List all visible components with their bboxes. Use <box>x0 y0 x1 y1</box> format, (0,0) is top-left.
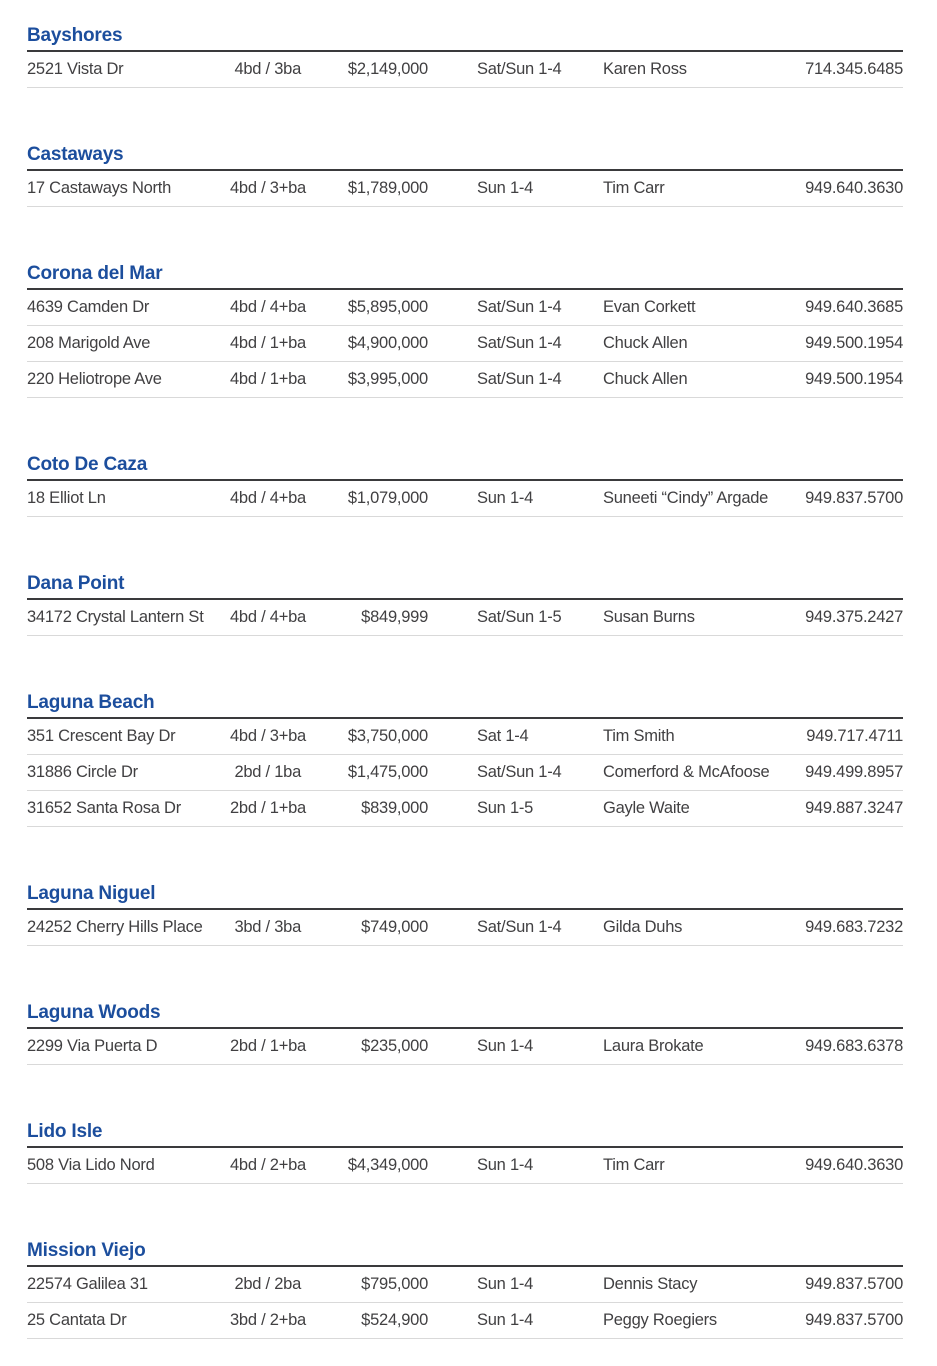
listing-row <box>27 910 903 946</box>
listing-price: $4,349,000 <box>347 1156 428 1174</box>
neighborhood-title: Laguna Woods <box>27 1003 903 1029</box>
listing-agent: Susan Burns <box>603 608 695 626</box>
listing-bed-bath: 2bd / 1ba <box>234 763 301 781</box>
listing-address: 508 Via Lido Nord <box>27 1156 155 1174</box>
listing-rows <box>27 290 903 398</box>
neighborhood-section <box>27 693 903 827</box>
listing-bed-bath: 2bd / 1+ba <box>230 799 306 817</box>
listing-row <box>27 755 903 791</box>
listing-bed-bath: 4bd / 3+ba <box>230 179 306 197</box>
listing-phone: 949.375.2427 <box>805 608 903 626</box>
listing-open-time: Sat/Sun 1-5 <box>477 608 562 626</box>
listing-open-time: Sun 1-4 <box>477 1311 534 1329</box>
listing-address: 24252 Cherry Hills Place <box>27 918 203 936</box>
listing-row <box>27 1303 903 1339</box>
listing-price: $4,900,000 <box>347 334 428 352</box>
listing-phone: 949.683.6378 <box>805 1037 903 1055</box>
neighborhood-section <box>27 574 903 636</box>
neighborhood-section <box>27 884 903 946</box>
listing-address: 17 Castaways North <box>27 179 172 197</box>
listing-bed-bath: 4bd / 4+ba <box>230 489 306 507</box>
neighborhood-section <box>27 26 903 88</box>
listing-agent: Chuck Allen <box>603 334 688 352</box>
listing-rows <box>27 481 903 517</box>
listing-phone: 949.500.1954 <box>805 370 903 388</box>
listing-bed-bath: 4bd / 2+ba <box>230 1156 306 1174</box>
listing-bed-bath: 4bd / 3+ba <box>230 727 306 745</box>
listing-bed-bath: 4bd / 1+ba <box>230 334 306 352</box>
listing-address: 351 Crescent Bay Dr <box>27 727 176 745</box>
listing-price: $3,750,000 <box>347 727 428 745</box>
listing-open-time: Sun 1-5 <box>477 799 534 817</box>
listing-open-time: Sat/Sun 1-4 <box>477 60 562 78</box>
listing-phone: 949.640.3630 <box>805 179 903 197</box>
listing-price: $3,995,000 <box>347 370 428 388</box>
listing-bed-bath: 4bd / 4+ba <box>230 298 306 316</box>
neighborhood-title: Laguna Niguel <box>27 884 903 910</box>
listing-rows <box>27 1029 903 1065</box>
listing-row <box>27 326 903 362</box>
listing-price: $1,789,000 <box>347 179 428 197</box>
neighborhood-title: Coto De Caza <box>27 455 903 481</box>
listing-row <box>27 719 903 755</box>
listing-price: $2,149,000 <box>347 60 428 78</box>
listing-row <box>27 481 903 517</box>
listing-phone: 714.345.6485 <box>805 60 903 78</box>
listing-open-time: Sat/Sun 1-4 <box>477 918 562 936</box>
listing-row <box>27 791 903 827</box>
neighborhood-section <box>27 455 903 517</box>
listing-row <box>27 362 903 398</box>
listing-address: 2299 Via Puerta D <box>27 1037 158 1055</box>
listing-rows <box>27 600 903 636</box>
listing-price: $749,000 <box>361 918 428 936</box>
listing-open-time: Sun 1-4 <box>477 489 534 507</box>
listing-price: $849,999 <box>361 608 428 626</box>
listing-rows <box>27 1148 903 1184</box>
neighborhood-title: Castaways <box>27 145 903 171</box>
listing-rows <box>27 171 903 207</box>
neighborhood-section <box>27 1122 903 1184</box>
listing-address: 2521 Vista Dr <box>27 60 124 78</box>
listing-row <box>27 1029 903 1065</box>
listing-bed-bath: 4bd / 1+ba <box>230 370 306 388</box>
listing-address: 25 Cantata Dr <box>27 1311 127 1329</box>
listing-rows <box>27 719 903 827</box>
listing-address: 208 Marigold Ave <box>27 334 151 352</box>
neighborhood-section <box>27 264 903 398</box>
listing-address: 18 Elliot Ln <box>27 489 106 507</box>
listing-address: 34172 Crystal Lantern St <box>27 608 204 626</box>
listing-agent: Evan Corkett <box>603 298 696 316</box>
listing-phone: 949.837.5700 <box>805 1311 903 1329</box>
listing-open-time: Sun 1-4 <box>477 1156 534 1174</box>
listing-open-time: Sun 1-4 <box>477 179 534 197</box>
listing-address: 4639 Camden Dr <box>27 298 150 316</box>
listing-row <box>27 1148 903 1184</box>
listing-open-time: Sat/Sun 1-4 <box>477 334 562 352</box>
neighborhood-title: Lido Isle <box>27 1122 903 1148</box>
listing-row <box>27 600 903 636</box>
neighborhood-section <box>27 1241 903 1339</box>
listing-rows <box>27 1267 903 1339</box>
listing-agent: Comerford & McAfoose <box>603 763 770 781</box>
listing-price: $235,000 <box>361 1037 428 1055</box>
listing-open-time: Sat/Sun 1-4 <box>477 298 562 316</box>
listing-open-time: Sun 1-4 <box>477 1037 534 1055</box>
listing-phone: 949.717.4711 <box>806 727 903 745</box>
listing-bed-bath: 2bd / 2ba <box>234 1275 301 1293</box>
listing-address: 22574 Galilea 31 <box>27 1275 148 1293</box>
listing-open-time: Sat 1-4 <box>477 727 529 745</box>
listing-price: $524,900 <box>361 1311 428 1329</box>
neighborhood-section <box>27 1003 903 1065</box>
listing-phone: 949.499.8957 <box>805 763 903 781</box>
listing-phone: 949.887.3247 <box>805 799 903 817</box>
listing-agent: Tim Smith <box>603 727 675 745</box>
listing-price: $5,895,000 <box>347 298 428 316</box>
listing-agent: Dennis Stacy <box>603 1275 698 1293</box>
listing-address: 31652 Santa Rosa Dr <box>27 799 181 817</box>
listing-phone: 949.640.3630 <box>805 1156 903 1174</box>
listing-agent: Chuck Allen <box>603 370 688 388</box>
listing-phone: 949.640.3685 <box>805 298 903 316</box>
listing-agent: Gayle Waite <box>603 799 690 817</box>
listing-phone: 949.837.5700 <box>805 1275 903 1293</box>
listing-open-time: Sat/Sun 1-4 <box>477 370 562 388</box>
listing-bed-bath: 3bd / 2+ba <box>230 1311 306 1329</box>
listing-price: $1,079,000 <box>347 489 428 507</box>
listing-open-time: Sat/Sun 1-4 <box>477 763 562 781</box>
listing-price: $839,000 <box>361 799 428 817</box>
listing-bed-bath: 4bd / 4+ba <box>230 608 306 626</box>
listing-row <box>27 171 903 207</box>
listing-rows <box>27 52 903 88</box>
listing-address: 31886 Circle Dr <box>27 763 138 781</box>
listing-agent: Tim Carr <box>603 179 665 197</box>
listing-agent: Suneeti “Cindy” Argade <box>603 489 769 507</box>
neighborhood-title: Bayshores <box>27 26 903 52</box>
listing-bed-bath: 4bd / 3ba <box>234 60 301 78</box>
listing-row <box>27 52 903 88</box>
neighborhood-title: Mission Viejo <box>27 1241 903 1267</box>
listing-price: $795,000 <box>361 1275 428 1293</box>
listing-agent: Gilda Duhs <box>603 918 683 936</box>
listing-row <box>27 1267 903 1303</box>
listing-price: $1,475,000 <box>347 763 428 781</box>
listing-row <box>27 290 903 326</box>
listing-phone: 949.683.7232 <box>805 918 903 936</box>
listing-address: 220 Heliotrope Ave <box>27 370 162 388</box>
listing-agent: Karen Ross <box>603 60 687 78</box>
neighborhood-title: Laguna Beach <box>27 693 903 719</box>
neighborhood-title: Corona del Mar <box>27 264 903 290</box>
listing-agent: Laura Brokate <box>603 1037 704 1055</box>
neighborhood-title: Dana Point <box>27 574 903 600</box>
listing-agent: Tim Carr <box>603 1156 665 1174</box>
listing-open-time: Sun 1-4 <box>477 1275 534 1293</box>
listing-rows <box>27 910 903 946</box>
listing-bed-bath: 3bd / 3ba <box>234 918 301 936</box>
listing-agent: Peggy Roegiers <box>603 1311 717 1329</box>
neighborhood-section <box>27 145 903 207</box>
listing-phone: 949.500.1954 <box>805 334 903 352</box>
listing-bed-bath: 2bd / 1+ba <box>230 1037 306 1055</box>
listing-phone: 949.837.5700 <box>805 489 903 507</box>
